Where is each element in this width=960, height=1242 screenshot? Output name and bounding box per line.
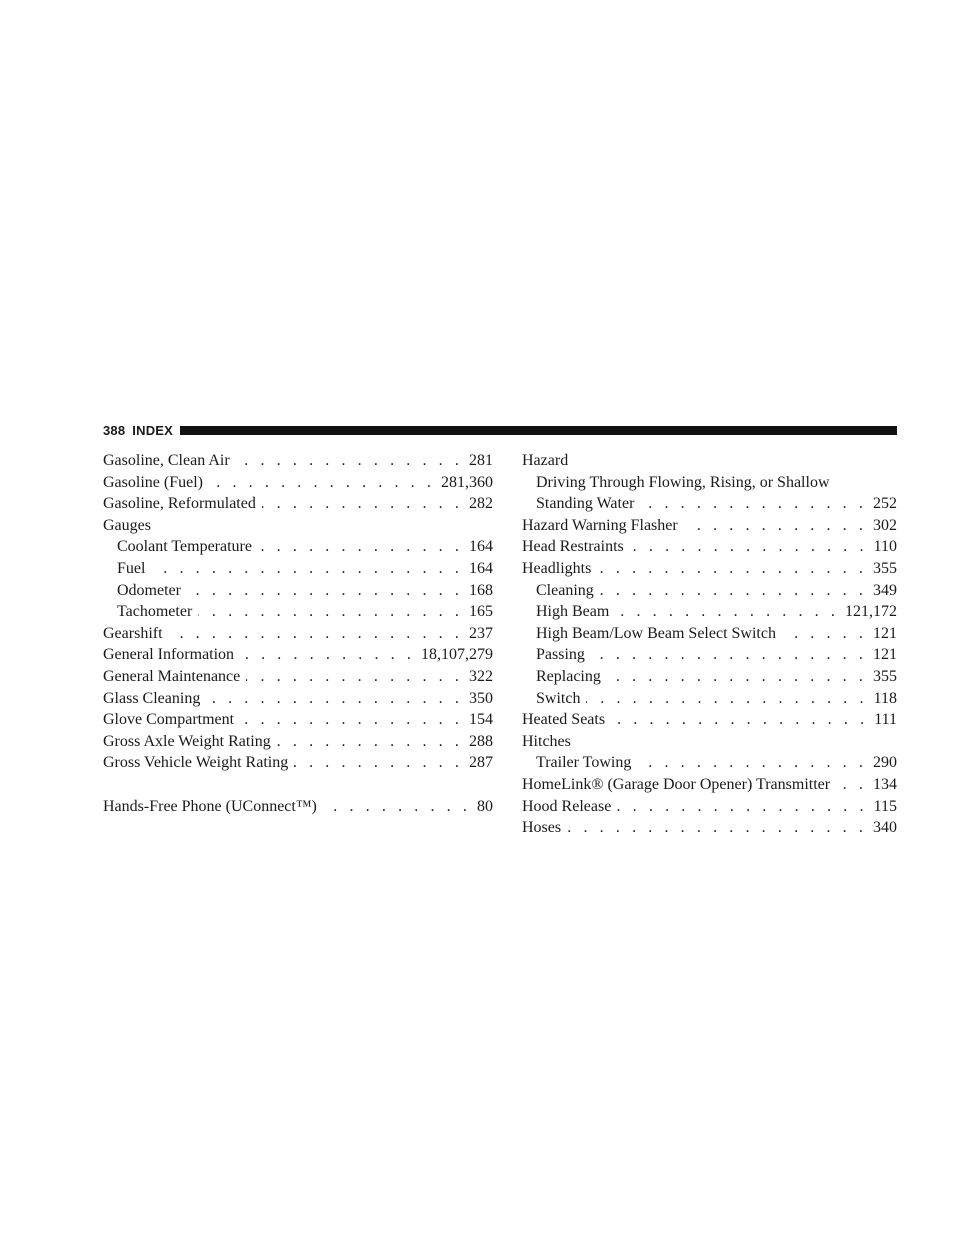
index-entry-pages: 350 (469, 689, 493, 707)
index-entry-label: Hoses (522, 819, 562, 837)
index-entry-label: High Beam (536, 603, 610, 621)
index-entry-pages: 252 (873, 495, 897, 513)
index-entry-pages: 322 (469, 667, 493, 685)
index-entry-label: Hazard Warning Flasher (522, 516, 678, 534)
index-entry (103, 493, 493, 515)
dot-leader (187, 580, 463, 602)
index-entry-label: Replacing (536, 667, 601, 685)
index-entry (103, 580, 493, 602)
index-entry-label: Driving Through Flowing, Rising, or Shallow (536, 473, 830, 491)
index-entry-pages: 287 (469, 754, 493, 772)
index-entry-pages: 164 (469, 538, 493, 556)
dot-leader (617, 796, 867, 818)
dot-leader (240, 709, 463, 731)
index-entry (103, 752, 493, 774)
index-entry-label: Hood Release (522, 797, 612, 815)
index-entry (522, 601, 897, 623)
index-entry-pages: 355 (873, 559, 897, 577)
index-entry-label: Glass Cleaning (103, 689, 201, 707)
dot-leader (567, 817, 867, 839)
dot-leader (684, 515, 867, 537)
index-entry (103, 623, 493, 645)
index-entry (522, 536, 897, 558)
index-entry (522, 709, 897, 731)
dot-leader (262, 493, 463, 515)
dot-leader (836, 774, 867, 796)
dot-leader (597, 558, 867, 580)
index-entry-label: Headlights (522, 559, 592, 577)
index-column-right (522, 450, 897, 839)
index-entry-pages: 110 (873, 538, 897, 556)
index-entry (103, 666, 493, 688)
index-entry-pages: 281,360 (441, 473, 493, 491)
index-entry (522, 796, 897, 818)
dot-leader (637, 752, 867, 774)
index-entry-label: Switch (536, 689, 581, 707)
dot-leader (600, 580, 867, 602)
page-number: 388 (103, 422, 126, 438)
index-entry-label: General Information (103, 646, 235, 664)
dot-leader (240, 644, 415, 666)
index-entry-pages: 121 (873, 624, 897, 642)
index-entry-label: Standing Water (536, 495, 635, 513)
header-rule (180, 426, 897, 435)
index-entry (103, 472, 493, 494)
index-entry-label: Hazard (522, 452, 569, 469)
index-entry-pages: 355 (873, 667, 897, 685)
index-entry-pages: 118 (873, 689, 897, 707)
index-entry (522, 731, 897, 753)
index-entry-label: Tachometer (117, 603, 193, 621)
index-entry-pages: 115 (873, 797, 897, 815)
dot-leader (615, 601, 839, 623)
index-entry-label: Trailer Towing (536, 754, 632, 772)
index-entry (522, 688, 897, 710)
dot-leader (611, 709, 868, 731)
index-entry-pages: 164 (469, 559, 493, 577)
index-entry (103, 601, 493, 623)
index-entry-pages: 134 (873, 775, 897, 793)
dot-leader (206, 688, 463, 710)
index-entry-label: Odometer (117, 581, 181, 599)
index-entry-pages: 165 (469, 603, 493, 621)
index-entry-label: Fuel (117, 559, 146, 577)
index-entry (522, 580, 897, 602)
dot-leader (277, 731, 463, 753)
dot-leader (323, 796, 471, 818)
index-entry (522, 515, 897, 537)
index-entry-label: Gasoline, Reformulated (103, 495, 256, 513)
index-entry-label: Gasoline (Fuel) (103, 473, 203, 491)
index-entry (103, 515, 493, 537)
index-entry (522, 558, 897, 580)
index-entry-pages: 121 (873, 646, 897, 664)
index-entry (103, 450, 493, 472)
index-entry-label: Coolant Temperature (117, 538, 252, 556)
index-entry-pages: 237 (469, 624, 493, 642)
index-entry-pages: 282 (469, 495, 493, 513)
index-entry (522, 666, 897, 688)
index-entry-pages: 290 (873, 754, 897, 772)
index-entry (103, 644, 493, 666)
index-entry-pages: 111 (874, 711, 897, 729)
index-entry-label: General Maintenance (103, 667, 241, 685)
index-entry (522, 644, 897, 666)
index-entry-label: Cleaning (536, 581, 594, 599)
index-entry-pages: 349 (873, 581, 897, 599)
index-entry-label: Head Restraints (522, 538, 624, 556)
dot-leader (209, 472, 435, 494)
index-entry (522, 493, 897, 515)
index-entry-pages: 168 (469, 581, 493, 599)
index-entry (103, 688, 493, 710)
index-entry (522, 472, 897, 494)
index-entry-label: Gauges (103, 516, 151, 534)
index-entry-label: Gearshift (103, 624, 163, 642)
index-entry (522, 752, 897, 774)
index-entry-label: Hands-Free Phone (UConnect™) (103, 797, 317, 815)
index-entry-pages: 18,107,279 (421, 646, 493, 664)
page-header (103, 419, 897, 441)
dot-leader (258, 536, 463, 558)
index-entry-pages: 281 (469, 452, 493, 469)
index-entry-label: Heated Seats (522, 711, 606, 729)
index-entry-label: Gasoline, Clean Air (103, 452, 230, 469)
dot-leader (782, 623, 867, 645)
dot-leader (236, 450, 463, 472)
dot-leader (169, 623, 463, 645)
dot-leader (246, 666, 463, 688)
index-entry-pages: 340 (873, 819, 897, 837)
dot-leader (198, 601, 463, 623)
index-entry-label: High Beam/Low Beam Select Switch (536, 624, 776, 642)
index-entry-pages: 288 (469, 732, 493, 750)
index-entry (103, 558, 493, 580)
index-entry-label: Gross Vehicle Weight Rating (103, 754, 289, 772)
index-entry-label: Passing (536, 646, 585, 664)
index-entry (103, 731, 493, 753)
index-entry-pages: 302 (873, 516, 897, 534)
dot-leader (591, 644, 867, 666)
index-entry-label: Hitches (522, 732, 571, 750)
section-title: INDEX (132, 422, 174, 438)
index-entry-label: Gross Axle Weight Rating (103, 732, 271, 750)
index-entry (522, 623, 897, 645)
dot-leader (151, 558, 463, 580)
index-entry (522, 774, 897, 796)
dot-leader (586, 688, 867, 710)
index-entry (103, 709, 493, 731)
index-entry-pages: 121,172 (845, 603, 897, 621)
dot-leader (607, 666, 867, 688)
index-entry (103, 796, 493, 818)
index-entry (522, 817, 897, 839)
dot-leader (630, 536, 868, 558)
index-entry-pages: 154 (469, 711, 493, 729)
index-entry (522, 450, 897, 472)
dot-leader (294, 752, 463, 774)
index-entry-pages: 80 (477, 797, 493, 815)
index-entry (103, 536, 493, 558)
dot-leader (640, 493, 867, 515)
index-entry-label: Glove Compartment (103, 711, 235, 729)
index-column-left (103, 450, 493, 817)
index-entry-label: HomeLink® (Garage Door Opener) Transmitter (522, 775, 831, 793)
header-text (103, 423, 173, 438)
